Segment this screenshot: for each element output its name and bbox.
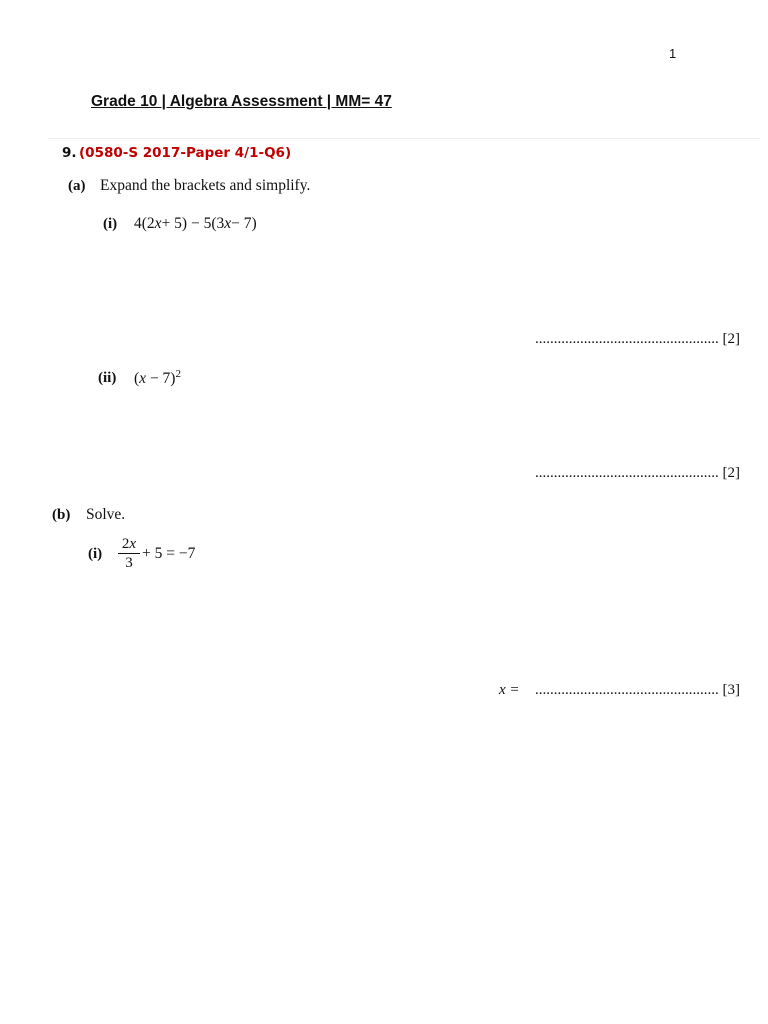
part-a-i-expression: 4(2x+ 5) − 5(3x− 7) — [134, 215, 257, 232]
assessment-title: Grade 10 | Algebra Assessment | MM= 47 — [91, 93, 392, 110]
part-a-label: (a) — [68, 178, 86, 194]
page-number: 1 — [669, 46, 677, 61]
part-a-instruction: Expand the brackets and simplify. — [100, 177, 311, 194]
header-divider — [48, 138, 760, 139]
part-b-instruction: Solve. — [86, 506, 126, 523]
part-a-ii-answer-line[interactable]: ................................................. [2] — [535, 465, 740, 481]
question-source: (0580-S 2017-Paper 4/1-Q6) — [79, 145, 292, 161]
part-b-i-expression: + 5 = −7 — [142, 545, 196, 562]
part-a-i-label: (i) — [103, 216, 118, 232]
part-b-i-answer-prefix: x = — [499, 682, 520, 698]
part-a-ii-expression: $(x - 7)^2$ — [134, 368, 181, 388]
question-number: 9. — [62, 145, 77, 161]
part-b-i-answer-line[interactable]: ................................................. [3] — [535, 682, 740, 698]
part-b-label: (b) — [52, 507, 71, 523]
part-a-i-answer-line[interactable]: ................................................. [2] — [535, 331, 740, 347]
part-a-ii-label: (ii) — [98, 370, 117, 386]
part-b-i-fraction: 2x 3 — [118, 536, 140, 571]
part-b-i-label: (i) — [88, 546, 103, 562]
